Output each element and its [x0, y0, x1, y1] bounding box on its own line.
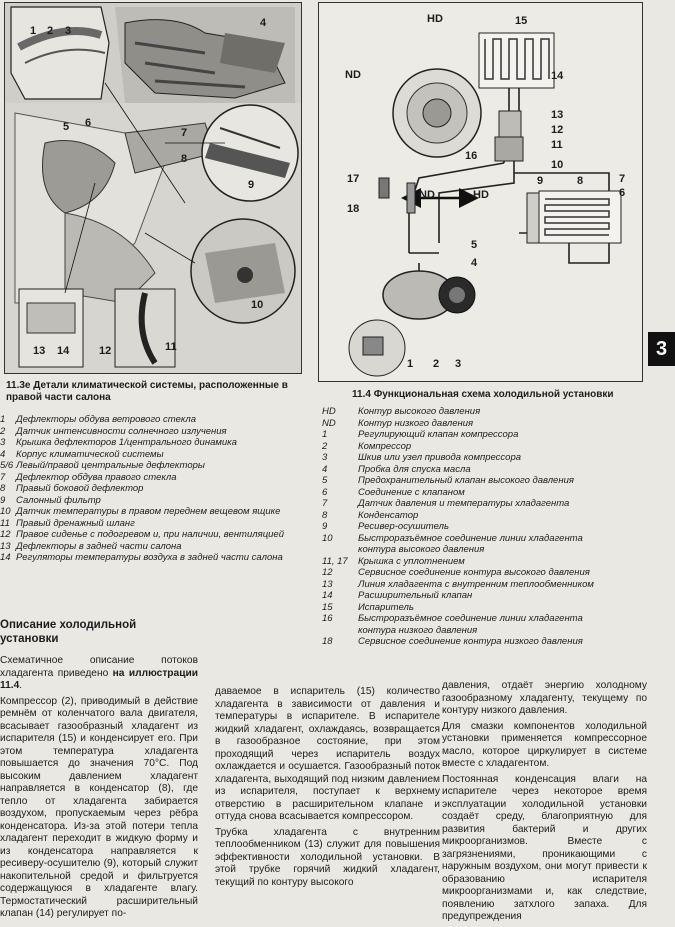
legend-row	[0, 518, 310, 530]
legend-text: Датчик давления и температуры хладагента	[358, 498, 570, 509]
legend-text: Дефлекторы обдува ветрового стекла	[16, 414, 197, 425]
callout-12: 12	[99, 345, 112, 357]
legend-text: Расширительный клапан	[358, 590, 473, 601]
legend-row	[0, 460, 310, 472]
label-11: 11	[551, 139, 563, 151]
legend-text: Шкив или узел привода компрессора	[358, 452, 522, 463]
legend-row	[0, 472, 310, 484]
legend-row	[322, 441, 622, 453]
figure-11-3e	[4, 2, 302, 374]
label-9: 9	[537, 175, 544, 187]
legend-11-3e	[0, 414, 310, 564]
legend-text: Крышка с уплотнением	[358, 555, 465, 567]
callout-2: 2	[47, 25, 54, 37]
legend-row	[322, 475, 622, 487]
label-10: 10	[551, 159, 564, 171]
legend-number: HD	[322, 406, 336, 417]
label-8: 8	[577, 175, 584, 187]
text-column-2	[215, 686, 440, 892]
label-6: 6	[619, 187, 626, 199]
legend-number: 5	[322, 475, 328, 486]
paragraph: Компрессор (2), приводимый в действие ремнём от коленчатого вала двигателя, всасывает газообразный хладагент из испарителя (15) и конденсирует его. При этом температура хладагента повышается до значения 70°C. Под высоким давлением хладагент направляется в конденсатор (8), где тепло от хладагента забирается воздухом, пропускаемым через рёбра конденсатора. Из-за этой потери тепла хладагент переходит в жидкую форму и из конденсатора направляется к ресиверу-осушителю (9), который служит накопительной средой и фильтруется содержащуюся в хладагенте влагу. Термостатический расширительный клапан (14) регулирует по-	[0, 695, 198, 919]
legend-number: 5/6	[0, 460, 14, 471]
label-hd-arrow: HD	[473, 189, 489, 201]
legend-number: 4	[0, 448, 6, 460]
callout-6: 6	[85, 117, 92, 129]
legend-number: 2	[0, 425, 6, 437]
legend-text: Датчик температуры в правом переднем вещевом ящике	[16, 506, 281, 517]
legend-number: 6	[322, 486, 328, 498]
legend-number: 12	[322, 567, 333, 578]
legend-text: Соединение с клапаном	[358, 486, 465, 498]
text-column-3	[442, 680, 647, 927]
label-3: 3	[455, 358, 462, 370]
legend-row	[322, 556, 622, 568]
legend-text: Компрессор	[358, 440, 412, 452]
label-2: 2	[433, 358, 440, 370]
legend-row	[322, 487, 622, 499]
callout-11: 11	[165, 341, 177, 353]
legend-number: 14	[0, 552, 11, 563]
legend-row	[322, 613, 622, 636]
legend-row	[322, 452, 622, 464]
legend-text: Крышка дефлекторов 1/центрального динамика	[16, 437, 237, 448]
legend-row	[0, 541, 310, 553]
legend-text: Ресивер-осушитель	[358, 521, 450, 532]
legend-row	[322, 567, 622, 579]
legend-text: Датчик интенсивности солнечного излучения	[16, 425, 227, 437]
legend-number: 3	[322, 452, 328, 463]
callout-14: 14	[57, 345, 70, 357]
legend-row	[0, 426, 310, 438]
paragraph: Для смазки компонентов холодильной установки применяется компрессорное масло, которое циркулирует в системе вместе с хладагентом.	[442, 720, 647, 769]
callout-4: 4	[260, 17, 267, 29]
legend-row	[0, 483, 310, 495]
legend-number: 13	[0, 540, 11, 552]
legend-text: Испаритель	[358, 601, 414, 613]
label-1: 1	[407, 358, 414, 370]
legend-text: Быстроразъёмное соединение линии хладагента контура низкого давления	[358, 613, 583, 636]
legend-text: Правый дренажный шланг	[16, 517, 135, 529]
legend-row	[0, 437, 310, 449]
legend-number: ND	[322, 417, 336, 429]
legend-number: 16	[322, 613, 333, 624]
callout-8: 8	[181, 153, 188, 165]
legend-text: Быстроразъёмное соединение линии хладагента контура высокого давления	[358, 532, 583, 555]
legend-number: 4	[322, 463, 328, 475]
legend-number: 18	[322, 636, 333, 647]
paragraph: даваемое в испаритель (15) количество хладагента в зависимости от давления и температуры в испарителе. В испарителе жидкий хладагент, охлаждаясь, возвращается в газообразное состояние, при этом проходящий через испаритель воздух охлаждается и осушается. Газообразный поток хладагента, выходящий под низким давлением из испарителя, поступает к верхнему отверстию в расширительном клапане и оттуда снова всасывается компрессором.	[215, 686, 440, 822]
label-16: 16	[465, 150, 478, 162]
legend-row	[322, 418, 622, 430]
section-title: Описание холодильной установки	[0, 619, 137, 645]
legend-number: 2	[322, 440, 328, 452]
legend-text: Контур низкого давления	[358, 417, 474, 429]
legend-text: Контур высокого давления	[358, 406, 481, 417]
callout-5: 5	[63, 121, 70, 133]
paragraph: Трубка хладагента с внутренним теплообменником (13) служит для повышения эффективности холодильной установки. В этой трубке горячий жидкий хладагент, текущий по контуру высокого	[215, 826, 440, 888]
legend-row	[322, 533, 622, 556]
intro-bold: на иллюстрации 11.4	[0, 667, 198, 691]
label-nd-arrow: ND	[419, 189, 435, 201]
callout-13: 13	[33, 345, 46, 357]
label-5: 5	[471, 239, 478, 251]
chapter-tab: 3	[648, 332, 675, 366]
legend-text: Правое сиденье с подогревом и, при наличии, вентиляцией	[16, 529, 284, 540]
label-18: 18	[347, 203, 360, 215]
legend-number: 13	[322, 578, 333, 590]
label-13: 13	[551, 109, 564, 121]
label-15: 15	[515, 15, 528, 27]
legend-number: 3	[0, 437, 6, 448]
legend-number: 7	[322, 498, 328, 509]
legend-number: 10	[0, 506, 11, 517]
legend-number: 1	[322, 429, 328, 440]
legend-text: Левый/правой центральные дефлекторы	[16, 460, 205, 471]
legend-number: 7	[0, 471, 6, 483]
legend-11-4	[322, 406, 622, 648]
legend-text: Дефлекторы в задней части салона	[16, 540, 182, 552]
callout-9: 9	[248, 179, 255, 191]
legend-number: 9	[0, 494, 6, 506]
legend-number: 11, 17	[322, 555, 348, 567]
text-column-1	[0, 655, 198, 924]
legend-number: 8	[322, 509, 328, 521]
legend-text: Салонный фильтр	[16, 494, 101, 506]
callout-3: 3	[65, 25, 72, 37]
legend-number: 10	[322, 532, 333, 544]
legend-text: Регуляторы температуры воздуха в задней части салона	[16, 552, 283, 563]
label-17: 17	[347, 173, 360, 185]
label-nd: ND	[345, 69, 361, 81]
legend-text: Предохранительный клапан высокого давления	[358, 475, 574, 486]
intro-end: .	[19, 680, 23, 691]
legend-text: Линия хладагента с внутренним теплообменником	[358, 578, 594, 590]
legend-row	[322, 464, 622, 476]
legend-row	[322, 498, 622, 510]
legend-row	[322, 429, 622, 441]
legend-row	[322, 636, 622, 648]
label-4: 4	[471, 257, 478, 269]
figure-caption-11-3e: 11.3е Детали климатической системы, расположенные в правой части салона	[6, 380, 288, 403]
legend-text: Регулирующий клапан компрессора	[358, 429, 519, 440]
legend-text: Корпус климатической системы	[16, 448, 164, 460]
paragraph: давления, отдаёт энергию холодному газообразному хладагенту, текущему по контуру низкого давления.	[442, 680, 647, 716]
legend-number: 15	[322, 601, 333, 613]
legend-row	[322, 406, 622, 418]
legend-row	[322, 521, 622, 533]
legend-text: Правый боковой дефлектор	[16, 483, 144, 494]
legend-text: Сервисное соединение контура высокого давления	[358, 567, 590, 578]
label-14: 14	[551, 70, 564, 82]
climate-parts-illustration	[5, 3, 301, 373]
label-12: 12	[551, 124, 564, 136]
figure-11-4	[318, 2, 643, 382]
callout-1: 1	[30, 25, 37, 37]
legend-row	[0, 552, 310, 564]
legend-number: 11	[0, 517, 10, 529]
legend-row	[0, 529, 310, 541]
legend-row	[0, 414, 310, 426]
legend-text: Конденсатор	[358, 509, 419, 521]
legend-number: 8	[0, 483, 6, 494]
legend-row	[322, 590, 622, 602]
legend-row	[322, 602, 622, 614]
callout-7: 7	[181, 127, 188, 139]
legend-text: Пробка для спуска масла	[358, 463, 471, 475]
figure-caption-11-4: 11.4 Функциональная схема холодильной установки	[352, 389, 614, 400]
legend-text: Дефлектор обдува правого стекла	[16, 471, 177, 483]
legend-row	[0, 495, 310, 507]
label-hd: HD	[427, 13, 443, 25]
legend-row	[0, 449, 310, 461]
intro-text: Схематичное описание потоков хладагента приведено	[0, 655, 198, 679]
legend-row	[0, 506, 310, 518]
legend-number: 1	[0, 414, 6, 425]
legend-number: 12	[0, 529, 11, 540]
legend-text: Сервисное соединение контура низкого давления	[358, 636, 583, 647]
legend-row	[322, 579, 622, 591]
legend-row	[322, 510, 622, 522]
paragraph: Постоянная конденсация влаги на испарителе через некоторое время эксплуатации холодильной установки создаёт среду, благоприятную для развития бактерий и других микроорганизмов. Вместе с загрязнениями, проникающими с наружным воздухом, они могут привести к образованию испарителя микроорганизмами и, как следствие, появлению затхлого запаха. Для предупреждения	[442, 773, 647, 922]
callout-10: 10	[251, 299, 264, 311]
legend-number: 9	[322, 521, 328, 532]
label-7: 7	[619, 173, 626, 185]
legend-number: 14	[322, 590, 333, 601]
